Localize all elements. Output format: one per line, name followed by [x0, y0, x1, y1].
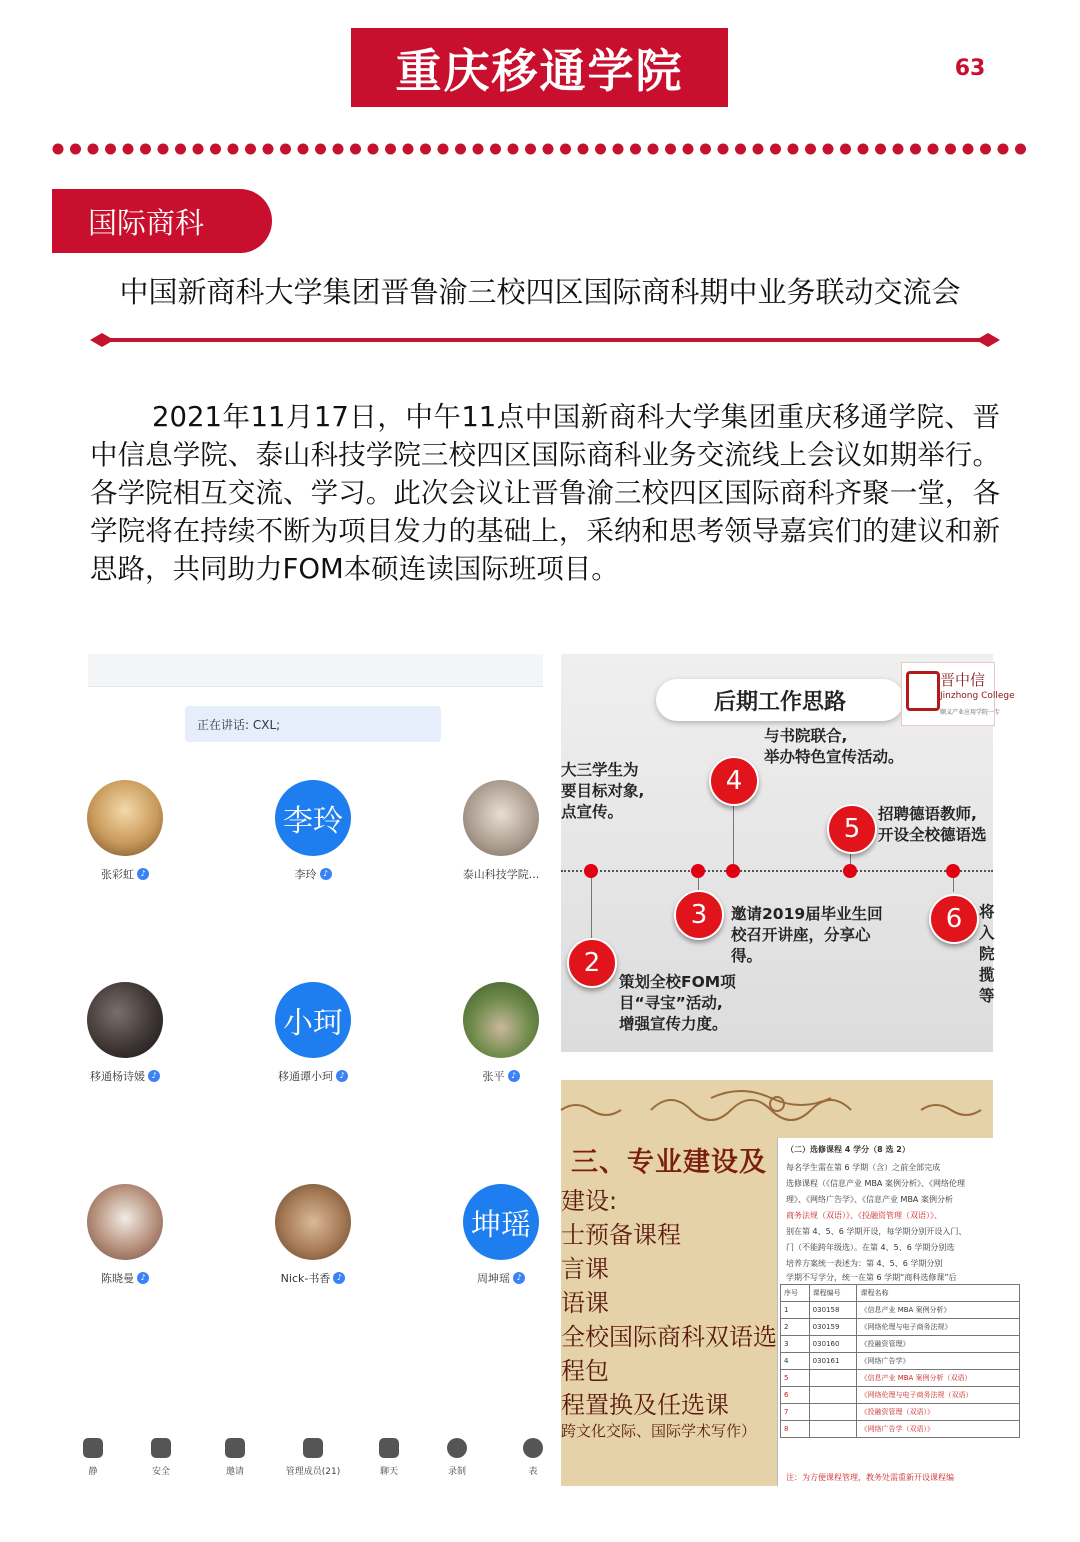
list-item: 程置换及任选课 — [561, 1391, 729, 1419]
divider-dot — [175, 144, 186, 155]
doc-line: 门（不能跨年级选）。在第 4、5、6 学期分别选 — [786, 1243, 955, 1252]
plan-number-badge: 2 — [567, 938, 617, 988]
timeline-dot — [691, 864, 705, 878]
avatar: 小珂 — [275, 982, 351, 1058]
participant-tile[interactable] — [50, 780, 200, 882]
toolbar-label: 录制 — [447, 1467, 466, 1477]
shield-icon — [151, 1438, 171, 1458]
avatar — [463, 780, 539, 856]
table-header: 序号 — [781, 1285, 810, 1302]
table-cell: 《网络广告学（双语）》 — [857, 1421, 1020, 1438]
divider-dot — [998, 144, 1009, 155]
toolbar-label: 管理成员(21) — [285, 1467, 341, 1477]
meeting-screenshot — [88, 654, 543, 1490]
avatar — [87, 780, 163, 856]
table-cell: 030159 — [809, 1319, 857, 1336]
list-item: 语课 — [561, 1289, 609, 1317]
participant-name: 周坤瑶 — [477, 1272, 510, 1285]
divider-dot — [88, 144, 99, 155]
participant-tile[interactable] — [426, 982, 576, 1084]
college-seal-icon — [906, 671, 940, 711]
divider-dot — [263, 144, 274, 155]
divider-dot — [315, 144, 326, 155]
table-cell: 3 — [781, 1336, 810, 1353]
table-cell: 030161 — [809, 1353, 857, 1370]
article-headline: 中国新商科大学集团晋鲁渝三校四区国际商科期中业务联动交流会 — [119, 275, 961, 309]
timeline-dot — [726, 864, 740, 878]
college-logo — [901, 662, 1015, 726]
list-item: 程包 — [561, 1357, 609, 1385]
timeline-line — [561, 870, 993, 872]
mic-icon: ♪ — [336, 1070, 348, 1082]
divider-dot — [473, 144, 484, 155]
toolbar-mute-button[interactable] — [58, 1438, 128, 1477]
toolbar-label: 表 — [528, 1467, 538, 1477]
plan-number-badge: 3 — [674, 890, 724, 940]
divider-dot — [158, 144, 169, 155]
plan-number-badge: 6 — [929, 894, 979, 944]
table-cell — [809, 1404, 857, 1421]
divider-dot — [858, 144, 869, 155]
logo-text: 晋中信 — [940, 671, 986, 689]
participant-name: 移通谭小珂 — [278, 1070, 333, 1083]
mic-icon: ♪ — [513, 1272, 525, 1284]
table-cell: 2 — [781, 1319, 810, 1336]
divider-dot — [525, 144, 536, 155]
divider-dot — [928, 144, 939, 155]
doc-line: 培养方案统一表述为：第 4、5、6 学期分别 — [786, 1259, 943, 1268]
curriculum-slide — [561, 1080, 993, 1486]
divider-dot — [350, 144, 361, 155]
course-table — [780, 1284, 1020, 1438]
mic-icon: ♪ — [333, 1272, 345, 1284]
divider-dot — [455, 144, 466, 155]
avatar — [87, 1184, 163, 1260]
meeting-toolbar — [88, 1432, 543, 1490]
table-cell: 4 — [781, 1353, 810, 1370]
divider-dot — [963, 144, 974, 155]
divider-dot — [980, 144, 991, 155]
divider-dot — [53, 144, 64, 155]
plan-item-text: 招聘德语教师, 开设全校德语选 — [878, 805, 987, 844]
toolbar-label: 聊天 — [379, 1467, 398, 1477]
mic-icon: ♪ — [508, 1070, 520, 1082]
plan-number-badge: 5 — [827, 804, 877, 854]
doc-title: （二）选修课程 4 学分（8 选 2） — [786, 1145, 910, 1154]
doc-line: 理》、《网络广告学》、《信息产业 MBA 案例分析 — [786, 1195, 953, 1204]
participant-tile[interactable] — [238, 982, 388, 1084]
divider-dot — [805, 144, 816, 155]
divider-dot — [438, 144, 449, 155]
divider-dot — [210, 144, 221, 155]
article-paragraph: 2021年11月17日，中午11点中国新商科大学集团重庆移通学院、晋中信息学院、泰山科技学院三校四区国际商科业务交流线上会议如期举行。各学院相互交流、学习。此次会议让晋鲁渝三校四区国际商科齐聚一堂，各学院将在持续不断为项目发力的基础上，采纳和思考领导嘉宾们的建议和新思路，共同助力FOM本硕连读国际班项目。 — [90, 401, 1000, 585]
table-cell: 《投融资管理》 — [857, 1336, 1020, 1353]
divider-dot — [508, 144, 519, 155]
participant-tile[interactable] — [50, 982, 200, 1084]
divider-dot — [560, 144, 571, 155]
participant-name: 泰山科技学院... — [462, 868, 540, 881]
divider-dot — [648, 144, 659, 155]
plan-item-text: 邀请2019届毕业生回 校召开讲座，分享心 得。 — [731, 905, 883, 965]
divider-dot — [385, 144, 396, 155]
divider-dot — [665, 144, 676, 155]
divider-dot — [823, 144, 834, 155]
list-item: 士预备课程 — [561, 1221, 681, 1249]
doc-line: 别在第 4、5、6 学期开设，每学期分别开设入门、 — [786, 1227, 967, 1236]
table-cell: 6 — [781, 1387, 810, 1404]
participant-tile[interactable] — [238, 780, 388, 882]
divider-dot — [543, 144, 554, 155]
participant-name: 张平 — [482, 1070, 505, 1083]
divider-dot — [683, 144, 694, 155]
table-header: 课程编号 — [809, 1285, 857, 1302]
add-user-icon — [225, 1438, 245, 1458]
doc-footer: 注：为方便课程管理，教务处需重新开设课程编 — [786, 1473, 954, 1482]
record-icon — [447, 1438, 467, 1458]
divider-dot — [770, 144, 781, 155]
avatar: 李玲 — [275, 780, 351, 856]
avatar: 坤瑶 — [463, 1184, 539, 1260]
toolbar-security-button[interactable] — [126, 1438, 196, 1477]
mic-icon: ♪ — [137, 1272, 149, 1284]
plan-number-badge: 4 — [709, 756, 759, 806]
mic-icon: ♪ — [320, 868, 332, 880]
logo-sub: Jinzhong College — [940, 691, 1015, 701]
plan-item-text: 策划全校FOM项 目“寻宝”活动, 增强宣传力度。 — [619, 973, 736, 1033]
participant-tile[interactable] — [238, 1184, 388, 1286]
table-row — [781, 1336, 1020, 1353]
divider-dot — [403, 144, 414, 155]
mic-off-icon — [83, 1438, 103, 1458]
participant-tile[interactable] — [426, 780, 576, 882]
curriculum-list — [561, 1184, 777, 1422]
divider-dot — [298, 144, 309, 155]
divider-dot — [788, 144, 799, 155]
participant-name: 陈晓曼 — [101, 1272, 134, 1285]
connector — [733, 804, 734, 864]
users-icon — [303, 1438, 323, 1458]
table-cell: 8 — [781, 1421, 810, 1438]
table-cell: 《网络广告学》 — [857, 1353, 1020, 1370]
timeline-dot — [584, 864, 598, 878]
table-row — [781, 1370, 1020, 1387]
divider-dot — [700, 144, 711, 155]
divider-dot — [280, 144, 291, 155]
table-cell: 7 — [781, 1404, 810, 1421]
meeting-top-bar — [88, 654, 543, 687]
divider-dot — [753, 144, 764, 155]
participant-tile[interactable] — [426, 1184, 576, 1286]
table-row — [781, 1319, 1020, 1336]
table-header-row — [781, 1285, 1020, 1302]
table-cell: 《信息产业 MBA 案例分析》 — [857, 1302, 1020, 1319]
avatar — [275, 1184, 351, 1260]
list-item: 建设: — [561, 1187, 618, 1215]
doc-line: 每名学生需在第 6 学期（含）之前全部完成 — [786, 1163, 941, 1172]
headline-rule — [90, 330, 1000, 350]
toolbar-label: 静 — [88, 1467, 98, 1477]
divider-dot — [875, 144, 886, 155]
divider-dot — [840, 144, 851, 155]
section-tab-label: 国际商科 — [88, 205, 205, 240]
participant-tile[interactable] — [50, 1184, 200, 1286]
divider-dot — [228, 144, 239, 155]
table-cell: 1 — [781, 1302, 810, 1319]
ornament-border — [561, 1080, 993, 1128]
table-cell: 5 — [781, 1370, 810, 1387]
timeline-dot — [946, 864, 960, 878]
divider-dot — [578, 144, 589, 155]
participant-name: 移通杨诗媛 — [90, 1070, 145, 1083]
plan-item-text: 与书院联合, 举办特色宣传活动。 — [764, 727, 904, 766]
table-cell — [809, 1421, 857, 1438]
table-row — [781, 1421, 1020, 1438]
table-cell: 《网络伦理与电子商务法规（双语） — [857, 1387, 1020, 1404]
doc-line: 商务法规（双语）》、《投融资管理（双语）》、 — [786, 1211, 942, 1220]
table-row — [781, 1404, 1020, 1421]
curriculum-note: 跨文化交际、国际学术写作） — [561, 1422, 757, 1440]
toolbar-more-button[interactable] — [498, 1438, 568, 1477]
table-row — [781, 1302, 1020, 1319]
work-plan-slide — [561, 654, 1015, 1052]
toolbar-chat-button[interactable] — [354, 1438, 424, 1477]
divider-dot — [595, 144, 606, 155]
toolbar-invite-button[interactable] — [200, 1438, 270, 1477]
divider-dot — [893, 144, 904, 155]
avatar — [463, 982, 539, 1058]
chat-icon — [379, 1438, 399, 1458]
participant-name: 李玲 — [294, 868, 317, 881]
divider-dot — [123, 144, 134, 155]
list-item: 言课 — [561, 1255, 609, 1283]
section-tab — [52, 189, 272, 253]
table-row — [781, 1387, 1020, 1404]
toolbar-members-button[interactable] — [278, 1438, 348, 1477]
connector — [953, 878, 954, 892]
connector — [591, 878, 592, 940]
doc-line: 选修课程（《信息产业 MBA 案例分析》、《网络伦理 — [786, 1179, 965, 1188]
table-row — [781, 1353, 1020, 1370]
divider-dot — [105, 144, 116, 155]
logo-line: 顺义产业应用学院一专 — [940, 709, 1001, 716]
speaking-indicator: 正在讲话: CXL; — [185, 706, 441, 742]
list-item: 全校国际商科双语选 — [561, 1323, 777, 1351]
table-cell: 030160 — [809, 1336, 857, 1353]
slide-title: 后期工作思路 — [656, 679, 904, 721]
table-cell — [809, 1370, 857, 1387]
table-cell: 《投融资管理（双语）》 — [857, 1404, 1020, 1421]
toolbar-label: 邀请 — [225, 1467, 244, 1477]
table-header: 课程名称 — [857, 1285, 1020, 1302]
table-cell — [809, 1387, 857, 1404]
doc-line: 学期不写学分，统一在第 6 学期“商科选修课”后 — [786, 1273, 957, 1282]
divider-dot — [630, 144, 641, 155]
divider-dot — [1015, 144, 1026, 155]
divider-dot — [718, 144, 729, 155]
dotted-divider — [52, 143, 1028, 155]
mic-icon: ♪ — [137, 868, 149, 880]
avatar — [87, 982, 163, 1058]
divider-dot — [735, 144, 746, 155]
mic-icon: ♪ — [148, 1070, 160, 1082]
toolbar-record-button[interactable] — [422, 1438, 492, 1477]
divider-dot — [70, 144, 81, 155]
divider-dot — [368, 144, 379, 155]
curriculum-heading: 三、专业建设及 — [571, 1147, 767, 1178]
divider-dot — [490, 144, 501, 155]
divider-dot — [193, 144, 204, 155]
curriculum-document — [777, 1138, 994, 1486]
toolbar-label: 安全 — [151, 1467, 170, 1477]
participant-name: Nick-书香 — [280, 1272, 331, 1285]
divider-dot — [245, 144, 256, 155]
divider-dot — [945, 144, 956, 155]
table-cell: 《网络伦理与电子商务法规》 — [857, 1319, 1020, 1336]
divider-dot — [140, 144, 151, 155]
table-cell: 030158 — [809, 1302, 857, 1319]
page-number: 63 — [954, 56, 986, 81]
divider-dot — [910, 144, 921, 155]
plan-item-text: 大三学生为 要目标对象, 点宣传。 — [561, 761, 645, 821]
plan-item-text: 将 入 院 揽 等 — [979, 903, 995, 1005]
school-title: 重庆移通学院 — [351, 28, 728, 107]
divider-dot — [333, 144, 344, 155]
participant-name: 张彩虹 — [101, 868, 134, 881]
divider-dot — [613, 144, 624, 155]
divider-dot — [420, 144, 431, 155]
timeline-dot — [843, 864, 857, 878]
table-cell: 《信息产业 MBA 案例分析（双语） — [857, 1370, 1020, 1387]
more-icon — [523, 1438, 543, 1458]
